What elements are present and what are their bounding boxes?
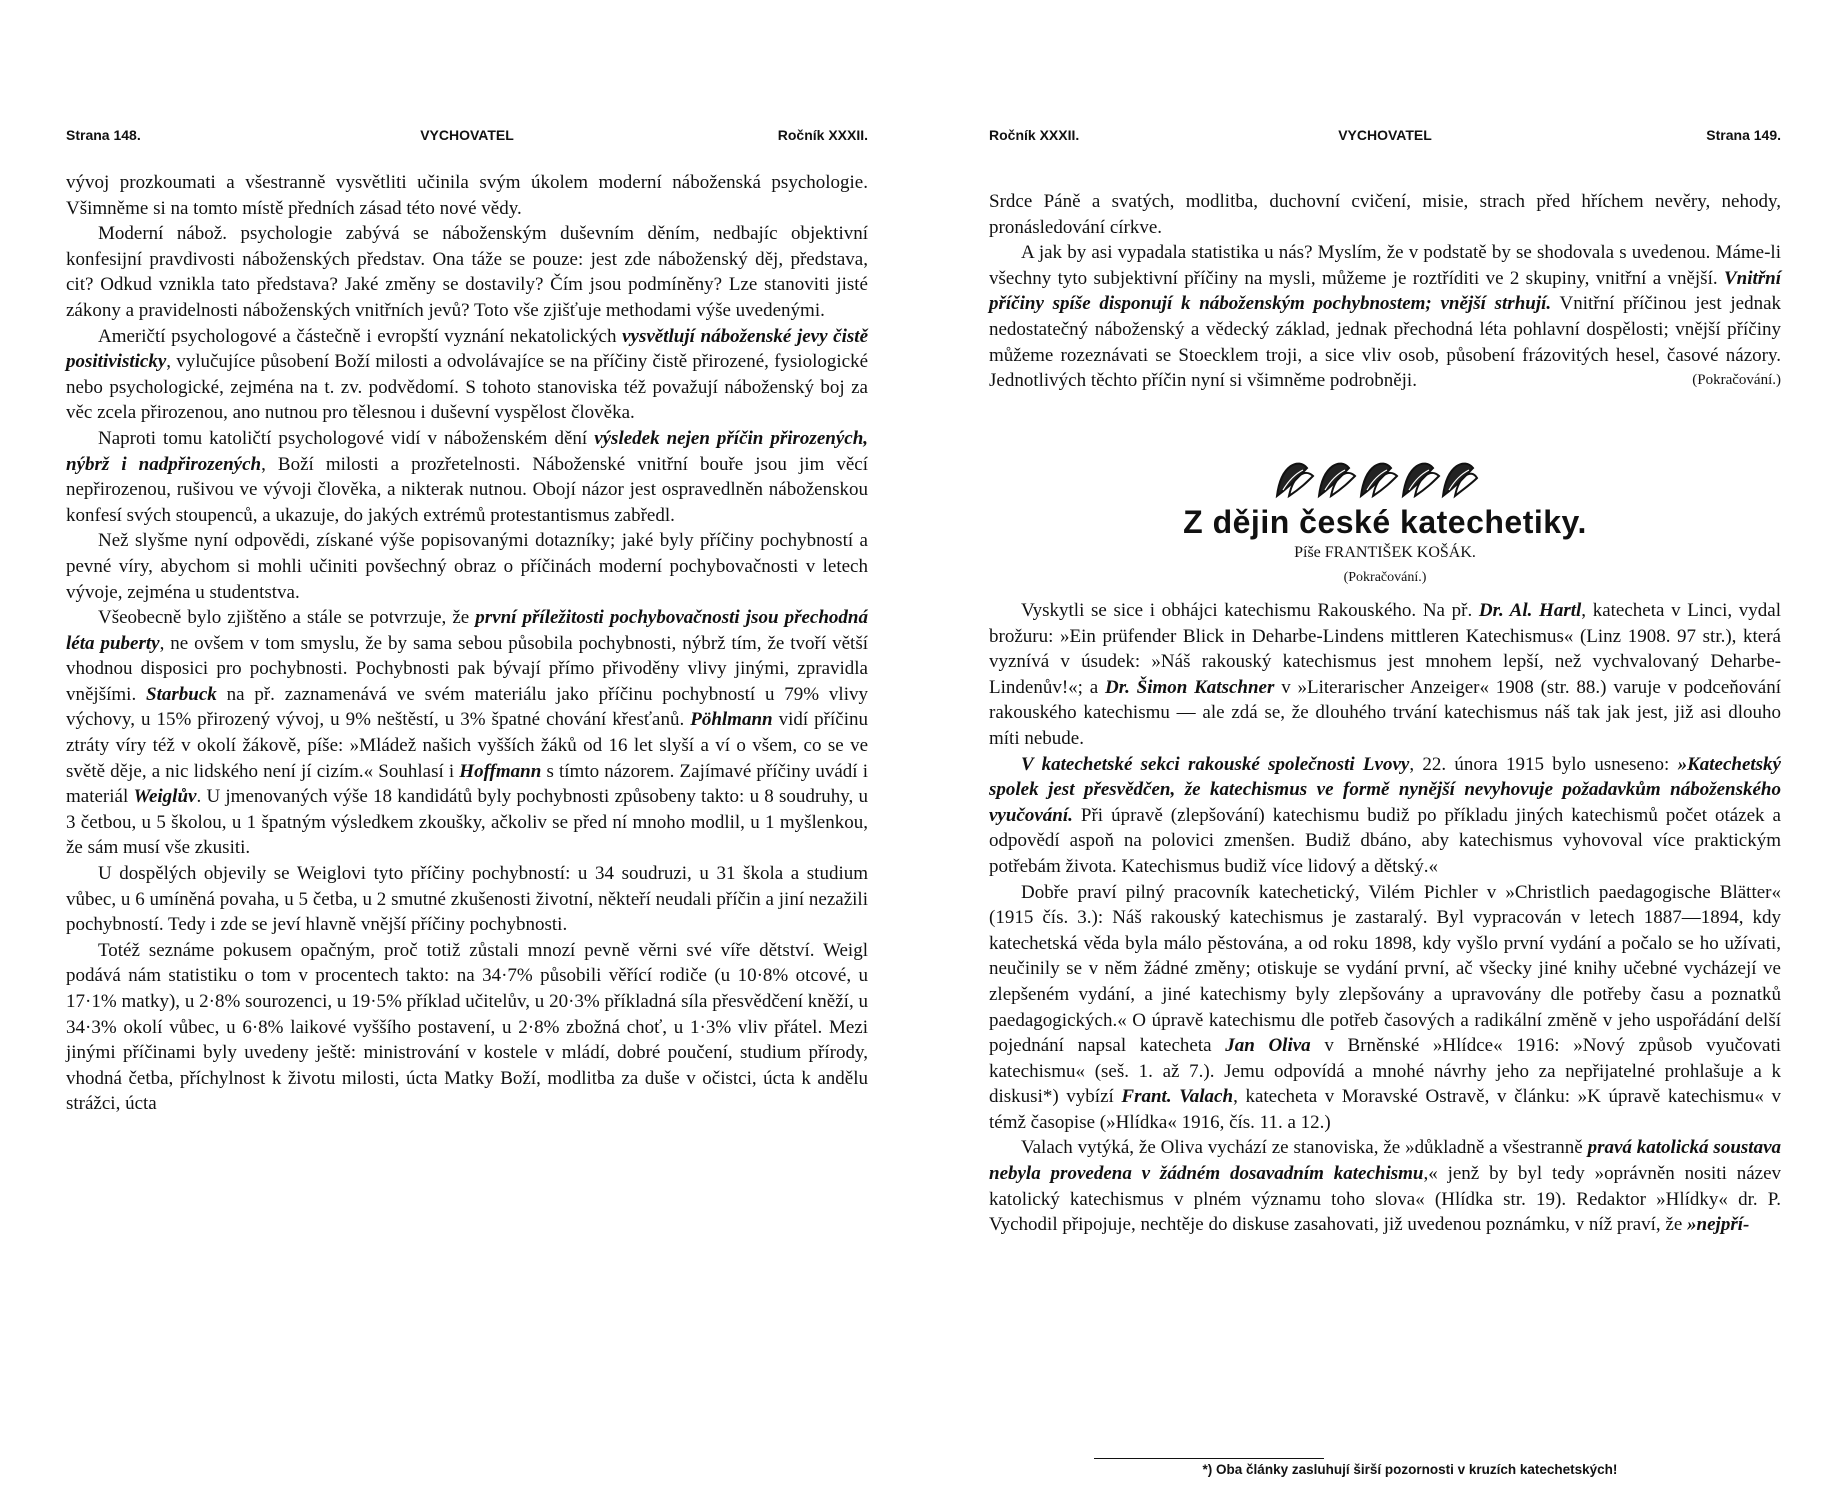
leaf-ornament-part	[1403, 464, 1439, 496]
paragraph: Dobře praví pilný pracovník katechetický, Vilém Pichler v »Christlich paedagogische Blätter« (1915 čís. 3.): Náš rakouský katechismus je zastaralý. Byl vypracován v letech 1887—1894, kdy katechetská věda byla málo pěstována, a od roku 1898, kdy vyšlo první vydání a počalo se ho užívati, neučinily se v něm žádné změny; otiskuje se vydání první, ač všecky jiné knihy učebné vycházejí ve zlepšeném vydání, a jiné katechismy byly zlepšovány a upravovány dle potřeby času a poznatků paedagogických.« O úpravě katechismu dle potřeb časových a radikální změně v jeho uspořádání delší pojednání napsal katecheta Jan Oliva v Brněnské »Hlídce« 1916: »Nový způsob vyučovati katechismu« (seš. 1. až 7.). Jemu odpovídá a mnohé návrhy jeho za nepřijatelné prohlašuje a k diskusi*) vybízí Frant. Valach, katecheta v Moravské Ostravě, v článku: »K úpravě katechismu« v témž časopise (»Hlídka« 1916, čís. 11. a 12.)	[989, 881, 1782, 1133]
right-journal-title: VYCHOVATEL	[1338, 127, 1432, 143]
left-page-number: Strana 148.	[66, 127, 141, 143]
emphasis: pravá katolická soustava nebyla provedena v žádném dosavadním katechismu	[989, 1137, 1782, 1185]
left-volume: Ročník XXXII.	[777, 127, 868, 143]
leaf-ornament-icon	[1271, 452, 1483, 500]
emphasis: Frant. Valach	[1121, 1086, 1234, 1108]
paragraph: Všeobecně bylo zjištěno a stále se potvrzuje, že první příležitosti pochybovačnosti jsou přechodná léta puberty, ne ovšem v tom smyslu, že by sama sebou působila pochybnosti, nýbrž tím, že tvoří větší vhodnou disposici pro pochybnosti. Pochybnosti pak bývají přímo přivoděny vlivy jinými, zpravidla vnějšími. Starbuck na př. zaznamenává ve svém materiálu jako příčinu pochybností u 79% vlivy výchovy, u 15% přirozený vývoj, u 9% neštěstí, u 3% špatné chování křesťanů. Pöhlmann vidí příčinu ztráty víry též v okolí žákově, píše: »Mládež našich vyšších žáků od 16 let slyší a ví o všem, co se ve světě děje, a nic lidského není jí cizím.« Souhlasí i Hoffmann s tímto názorem. Zajímavé příčiny uvádí i materiál Weiglův. U jmenovaných výše 18 kandidátů byly pochybnosti způsobeny takto: u 8 soudruhy, u 3 četbou, u 5 školou, u 1 špatným výsledkem zkoušky, ačkoliv se před ní mnoho modlil, u 1 myšlenkou, že sám musí vše zkusiti.	[66, 607, 868, 859]
footnote: *) Oba články zasluhují širší pozornosti v kruzích katechetských!	[1202, 1462, 1618, 1477]
leaf-ornament-part	[1277, 464, 1313, 496]
paragraph: Než slyšme nyní odpovědi, získané výše popisovanými dotazníky; jaké byly příčiny pochybností a pevné víry, abychom si mohli učiniti povšechný obraz o příčinách moderní pochybovačnosti v letech vývoje, zejména u studentstva.	[66, 530, 868, 603]
emphasis: Starbuck	[146, 683, 217, 705]
article-title: Z dějin české katechetiky.	[1183, 504, 1587, 540]
emphasis: Weiglův	[133, 786, 197, 808]
left-running-head	[66, 127, 868, 149]
paragraph: vývoj prozkoumati a všestranně vysvětliti učinila svým úkolem moderní náboženská psychologie. Všimněme si na tomto místě předních zásad této nové vědy.	[66, 172, 868, 219]
article-author: Píše FRANTIŠEK KOŠÁK.	[1294, 544, 1476, 561]
emphasis: Jan Oliva	[1225, 1035, 1311, 1057]
emphasis: Vnitřní příčiny spíše disponují k náboženským pochybnostem; vnější strhují.	[989, 267, 1781, 315]
paragraph: Valach vytýká, že Oliva vychází ze stanoviska, že »důkladně a všestranně pravá katolická soustava nebyla provedena v žádném dosavadním katechismu,« jenž by byl tedy »oprávněn nositi název katolický katechismus v plném významu toho slova« (Hlídka str. 19). Redaktor »Hlídky« dr. P. Vychodil připojuje, nechtěje do diskuse zasahovati, již uvedenou poznámku, v níž praví, že »nejpří-	[989, 1137, 1782, 1236]
paragraph: Vyskytli se sice i obhájci katechismu Rakouského. Na př. Dr. Al. Hartl, katecheta v Linci, vydal brožuru: »Ein prüfender Blick in Deharbe-Lindens mittleren Katechismus« (Linz 1908. 97 str.), která vyznívá v úsudek: »Náš rakouský katechismus jest mnohem lepší, než vychvalovaný Deharbe-Lindenův!«; a Dr. Šimon Katschner v »Literarischer Anzeiger« 1908 (str. 88.) varuje v podceňování rakouského katechismu — ale zdá se, že dlouhého trvání katechismus náš tak jak jest, již asi dlouho míti nebude.	[989, 600, 1782, 749]
paragraph: V katechetské sekci rakouské společnosti Lvovy, 22. února 1915 bylo usneseno: »Katechetský spolek jest přesvědčen, že katechismus ve formě nynější nevyhovuje požadavkům náboženského vyučování. Při úpravě (zlepšování) katechismu budiž po příkladu jiných katechismů počet otázek a odpovědí aspoň na polovici zmenšen. Budiž dbáno, aby katechismus vyhovoval více praktickým potřebám života. Katechismus budiž více lidový a dětský.«	[989, 753, 1781, 877]
right-volume: Ročník XXXII.	[989, 127, 1080, 143]
left-journal-title: VYCHOVATEL	[420, 127, 514, 143]
emphasis: první příležitosti pochybovačnosti jsou přechodná léta puberty	[66, 607, 868, 654]
leaf-ornament-part	[1443, 464, 1477, 496]
continued-note: (Pokračování.)	[1692, 372, 1781, 389]
right-top-text	[989, 189, 1781, 394]
paragraph: Totéž seznáme pokusem opačným, proč totiž zůstali mnozí pevně věrni své víře dětství. Weigl podává nám statistiku o tom v procentech takto: na 34·7% působili věřící rodiče (u 10·8% otcové, u 17·1% matky), u 2·8% sourozenci, u 19·5% příklad učitelův, u 20·3% příkladná síla přesvědčení kněží, u 34·3% okolí vůbec, u 6·8% laikové vyššího postavení, u 2·8% zbožná choť, u 1·3% vliv přátel. Mezi jinými příčinami byly uvedeny ještě: ministrování v kostele v mládí, dobré poučení, studium přírody, vhodná četba, příchylnost k životu milosti, úcta Matky Boží, modlitba za duše v očistci, úcta k andělu strážci, úcta	[66, 939, 868, 1115]
emphasis: výsledek nejen příčin přirozených, nýbrž i nadpřirozených	[66, 427, 869, 475]
emphasis: Dr. Al. Hartl	[1478, 600, 1582, 621]
emphasis: Pöhlmann	[690, 709, 773, 731]
emphasis: vysvětlují náboženské jevy čistě positivisticky	[66, 325, 868, 373]
article-continued: (Pokračování.)	[1343, 570, 1427, 585]
paragraph: A jak by asi vypadala statistika u nás? Myslím, že v podstatě by se shodovala s uvedenou. Máme-li všechny tyto subjektivní příčiny na mysli, můžeme je roztříditi ve 2 skupiny, vnitřní a vnější. Vnitřní příčiny spíše disponují k náboženským pochybnostem; vnější strhují. Vnitřní příčinou jest jednak nedostatečný náboženský a vědecký základ, jednak přechodná léta pohlavní dospělosti; vnější příčiny můžeme rozeznávati se Stoecklem troji, a sice vliv osob, působení frázovitých hesel, časové názory. Jednotlivých těchto příčin nyní si všimněme podrobněji. (Pokračování.)	[989, 240, 1781, 394]
right-main-text	[989, 598, 1781, 1238]
footnote-rule	[1094, 1458, 1324, 1459]
paragraph: Naproti tomu katoličtí psychologové vidí v náboženském dění výsledek nejen příčin přirozených, nýbrž i nadpřirozených, Boží milosti a prozřetelnosti. Náboženské vnitřní bouře jsou jim věcí nepřirozenou, rušivou ve vývoji člověka, a nikterak nutnou. Obojí názor jest ospravedlněn náboženskou konfesí svých stoupenců, a ukazuje, do jakých extrémů protestantismus zabředl.	[66, 427, 869, 526]
paragraph: Američtí psychologové a částečně i evropští vyznání nekatolických vysvětlují náboženské jevy čistě positivisticky, vylučujíce působení Boží milosti a odvolávajíce se na příčiny čistě přirozené, fysiologické nebo psychologické, zejména na t. zv. podvědomí. S tohoto stanoviska též považují náboženský boj za věc zcela přirozenou, ano nutnou pro tělesnou i duševní vyspělost člověka.	[66, 325, 868, 424]
paragraph: U dospělých objevily se Weiglovi tyto příčiny pochybností: u 34 soudruzi, u 31 škola a studium vůbec, u 6 umíněná povaha, u 5 četba, u 2 smutné zkušenosti životní, někteří neudali příčin a jiní nezažili pochybností. Tedy i zde se jeví hlavně vnější příčiny pochybnosti.	[66, 863, 868, 936]
leaf-ornament-part	[1319, 464, 1355, 496]
paragraph: Srdce Páně a svatých, modlitba, duchovní cvičení, misie, strach před hříchem nevěry, nehody, pronásledování církve.	[989, 191, 1781, 238]
emphasis: Hoffmann	[459, 760, 542, 782]
emphasis: »nejpří-	[1687, 1214, 1750, 1236]
left-body-text	[66, 170, 868, 1117]
right-page-number: Strana 149.	[1706, 127, 1781, 143]
paragraph: Moderní nábož. psychologie zabývá se náboženským duševním děním, nedbajíc objektivní konfesijní pravdivosti náboženských představ. Ona táže se pouze: jest zde náboženský děj, představa, cit? Odkud vznikla tato představa? Jaké změny se dostavily? Čím jsou podmíněny? Lze stanoviti jisté zákony a pravidelnosti náboženských vnitřních jevů? Toto vše zjišťuje methodami výše uvedenými.	[66, 223, 868, 321]
emphasis: Dr. Šimon Katschner	[1105, 676, 1275, 698]
emphasis: »Katechetský spolek jest přesvědčen, že katechismus ve formě nynější nevyhovuje požadavkům náboženského vyučování.	[989, 753, 1781, 826]
right-page	[919, 0, 1838, 1500]
right-running-head	[989, 127, 1781, 149]
emphasis: V katechetské sekci rakouské společnosti Lvovy	[1021, 753, 1410, 775]
leaf-ornament-part	[1361, 464, 1397, 496]
